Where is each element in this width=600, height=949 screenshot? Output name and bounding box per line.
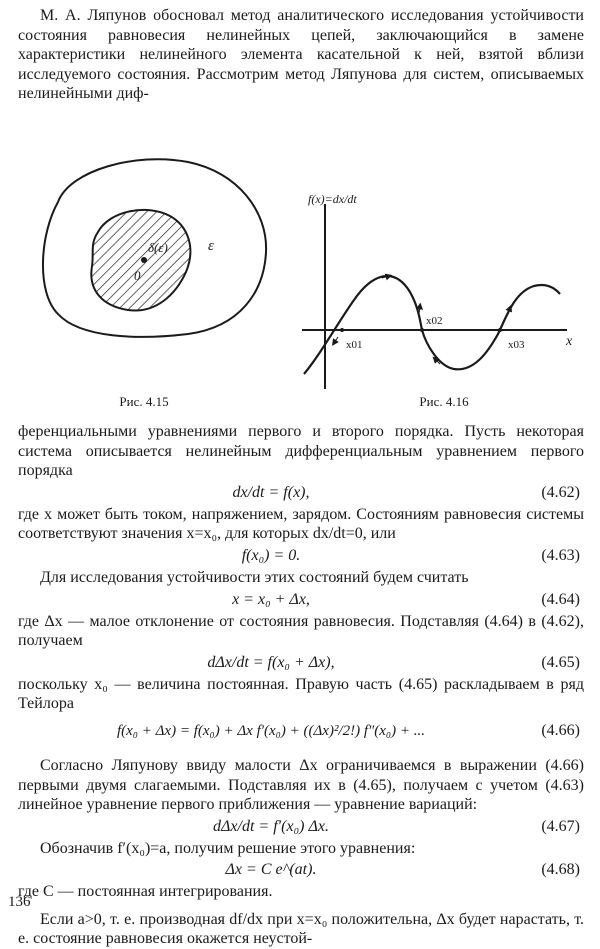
label-x-axis: x <box>566 333 573 349</box>
equation-4-67: dΔx/dt = f′(x₀) Δx. (4.67) <box>213 817 580 835</box>
region-delta <box>91 210 190 311</box>
origin-point <box>141 257 147 263</box>
arrow-3 <box>419 306 420 314</box>
equation-4-66: f(x₀ + Δx) = f(x₀) + Δx f′(x₀) + ((Δx)²/2!) f″(x₀) + ... (4.66) <box>116 721 580 739</box>
paragraph-4: Для исследования устойчивости этих состояний будем считать <box>40 568 469 586</box>
equation-4-64: x = x₀ + Δx, (4.64) <box>232 590 580 608</box>
figure-4-15 <box>18 142 278 342</box>
paragraph-5: где Δx — малое отклонение от состояния равновесия. Подставляя (4.64) в (4.62), получаем <box>18 612 584 650</box>
label-x01: x01 <box>346 338 363 351</box>
paragraph-intro: М. А. Ляпунов обосновал метод аналитического исследования устойчивости состояния равновесия нелинейных цепей, заключающийся в замене характеристики нелинейного элемента касательной к ней, взятой вблизи исследуемого состояния. Рассмотрим метод Ляпунова для систем, описываемых нелинейными диф- <box>18 7 584 103</box>
label-x03: x03 <box>508 338 525 351</box>
paragraph-7: Согласно Ляпунову ввиду малости Δx ограничиваемся в выражении (4.66) первыми двумя слагаемыми. Подставляя их в (4.65), получаем с учетом (4.63) линейное уравнение первого приближения — уравнение вариаций: <box>18 756 584 814</box>
label-zero: 0 <box>134 267 141 283</box>
label-x02: x02 <box>426 314 443 327</box>
caption-4-16: Рис. 4.16 <box>419 393 469 409</box>
page-body <box>18 6 584 949</box>
paragraph-2: ференциальными уравнениями первого и второго порядка. Пусть некоторая система описывается нелинейным дифференциальным уравнением первого порядка <box>18 422 584 480</box>
figures-row <box>18 104 584 422</box>
point-x01 <box>340 328 344 332</box>
label-epsilon: ε <box>208 237 214 254</box>
paragraph-10: Если a>0, т. е. производная df/dx при x=x₀ положительна, Δx будет нарастать, т. е. состояние равновесия окажется неустой- <box>18 910 584 948</box>
equation-4-63: f(x₀) = 0. (4.63) <box>241 546 580 564</box>
equation-4-68: Δx = C e^(at). (4.68) <box>225 861 580 879</box>
paragraph-3: где x может быть током, напряжением, зарядом. Состояниям равновесия системы соответствуют значения x=x₀, для которых dx/dt=0, или <box>18 505 584 543</box>
caption-4-15: Рис. 4.15 <box>119 393 169 409</box>
page-number: 136 <box>8 894 31 910</box>
equation-4-65: dΔx/dt = f(x₀ + Δx), (4.65) <box>207 653 580 671</box>
paragraph-6: поскольку x₀ — величина постоянная. Правую часть (4.65) раскладываем в ряд Тейлора <box>18 675 584 713</box>
arrow-1 <box>334 337 338 343</box>
point-x02 <box>420 328 424 332</box>
equation-4-62: dx/dt = f(x), (4.62) <box>232 483 580 501</box>
point-x03 <box>498 328 502 332</box>
label-delta: δ(ε) <box>148 239 168 255</box>
paragraph-9: где C — постоянная интегрирования. <box>18 883 273 901</box>
paragraph-8: Обозначив f′(x₀)=a, получим решение этого уравнения: <box>40 839 416 857</box>
figure-4-16 <box>302 204 578 394</box>
label-y-axis: f(x)=dx/dt <box>308 191 357 206</box>
